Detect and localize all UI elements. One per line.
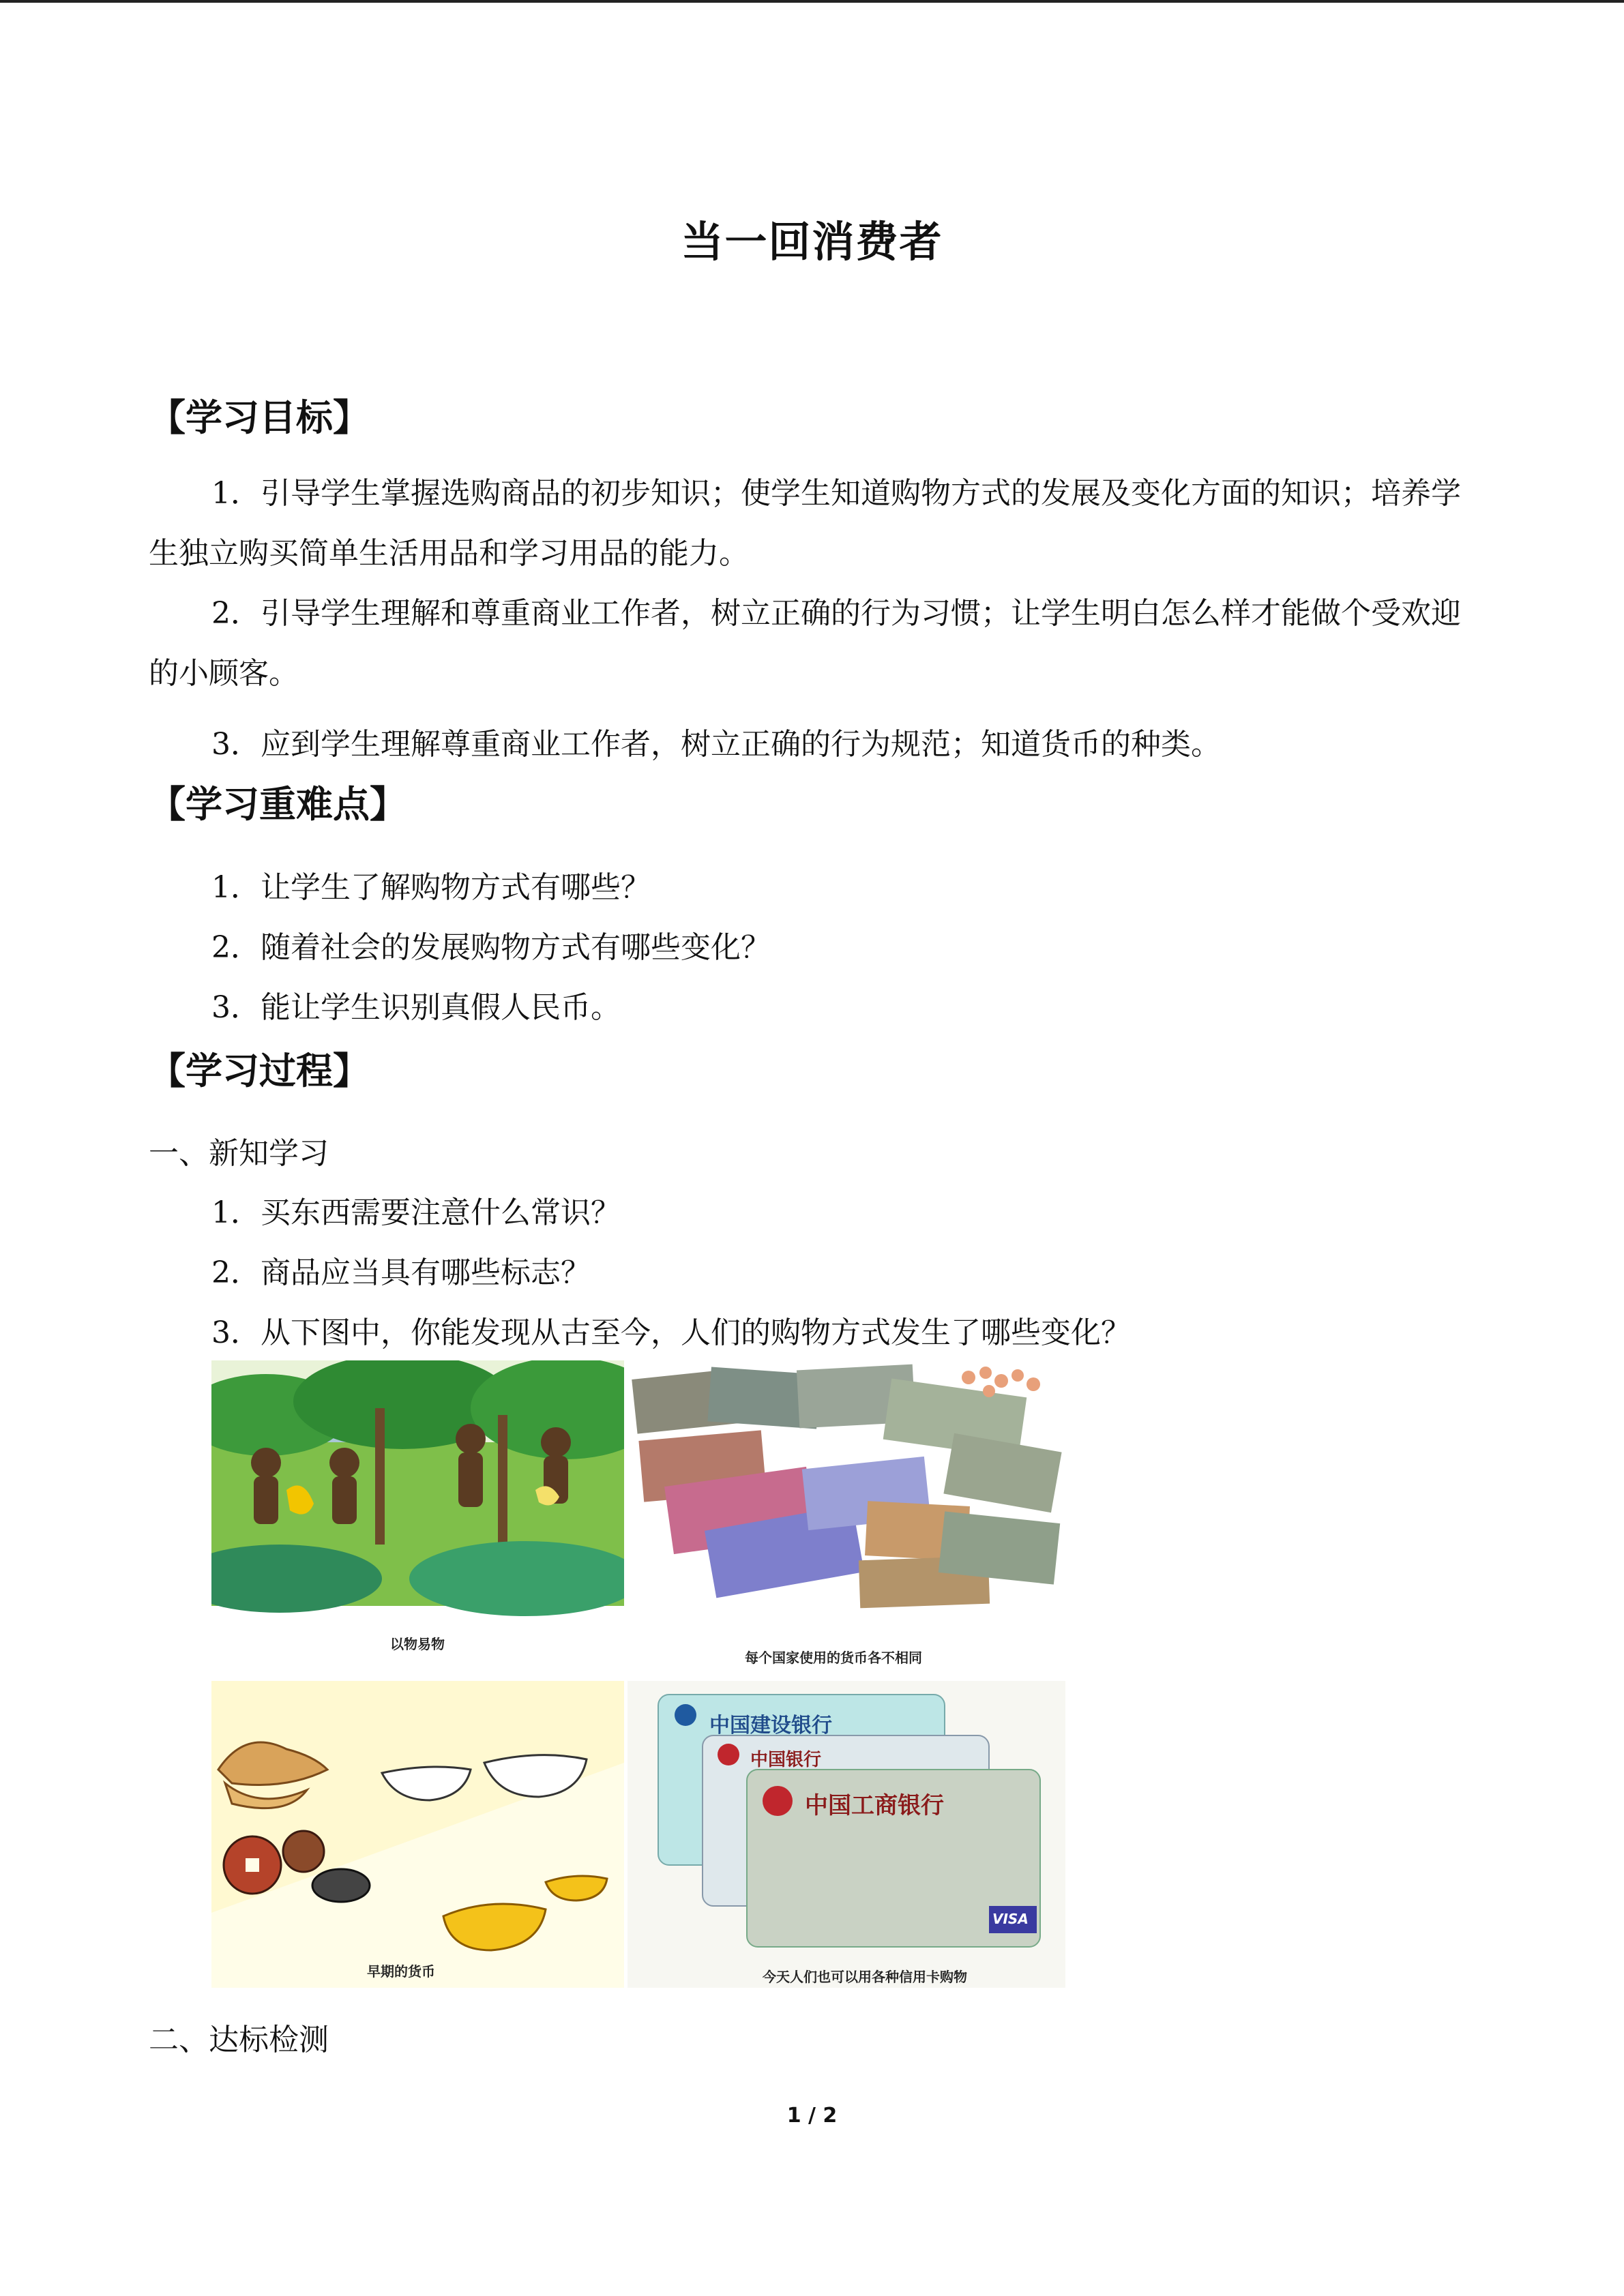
boc-card-name: 中国银行	[750, 1750, 822, 1770]
section-heading-key-points: 【学习重难点】	[149, 783, 407, 826]
key-point-item-3: 3．能让学生识别真假人民币。	[211, 990, 621, 1025]
section-heading-objectives: 【学习目标】	[149, 396, 370, 439]
objective-item-1: 1．引导学生掌握选购商品的初步知识；使学生知道购物方式的发展及变化方面的知识；培养学生独立购买简单生活用品和学习用品的能力。	[149, 476, 1461, 571]
currencies-caption: 每个国家使用的货币各不相同	[745, 1650, 922, 1666]
key-point-item-2: 2．随着社会的发展购物方式有哪些变化？	[211, 930, 771, 965]
section-heading-process: 【学习过程】	[149, 1049, 370, 1092]
question-item-2: 2．商品应当具有哪些标志？	[211, 1255, 591, 1290]
question-item-3: 3．从下图中，你能发现从古至今，人们的购物方式发生了哪些变化？	[211, 1315, 1131, 1350]
ccb-card-name: 中国建设银行	[709, 1714, 832, 1738]
barter-caption: 以物易物	[390, 1636, 445, 1652]
objective-item-3: 3．应到学生理解尊重商业工作者，树立正确的行为规范；知道货币的种类。	[211, 727, 1221, 762]
barter-panel	[211, 1360, 624, 1681]
question-item-1: 1．买东西需要注意什么常识？	[211, 1195, 621, 1230]
cards-caption: 今天人们也可以用各种信用卡购物	[763, 1969, 967, 1985]
banknotes-illustration	[628, 1360, 1065, 1633]
objective-item-2: 2．引导学生理解和尊重商业工作者，树立正确的行为习惯；让学生明白怎么样才能做个受欢迎的小顾客。	[149, 596, 1461, 691]
early-money-illustration	[211, 1681, 624, 1954]
shopping-history-figure	[211, 1360, 1065, 1988]
part-assessment: 二、达标检测	[149, 2023, 329, 2057]
page-title: 当一回消费者	[681, 217, 943, 267]
icbc-card-name: 中国工商银行	[805, 1792, 944, 1819]
currencies-panel	[628, 1360, 1065, 1681]
key-point-item-1: 1．让学生了解购物方式有哪些？	[211, 870, 651, 905]
part-new-knowledge: 一、新知学习	[149, 1136, 329, 1171]
cards-panel	[628, 1681, 1065, 1988]
early-money-caption: 早期的货币	[367, 1963, 435, 1980]
top-border	[0, 0, 1624, 3]
early-money-panel	[211, 1681, 624, 1988]
visa-logo: VISA	[992, 1911, 1029, 1927]
page-number: 1 / 2	[786, 2104, 838, 2128]
